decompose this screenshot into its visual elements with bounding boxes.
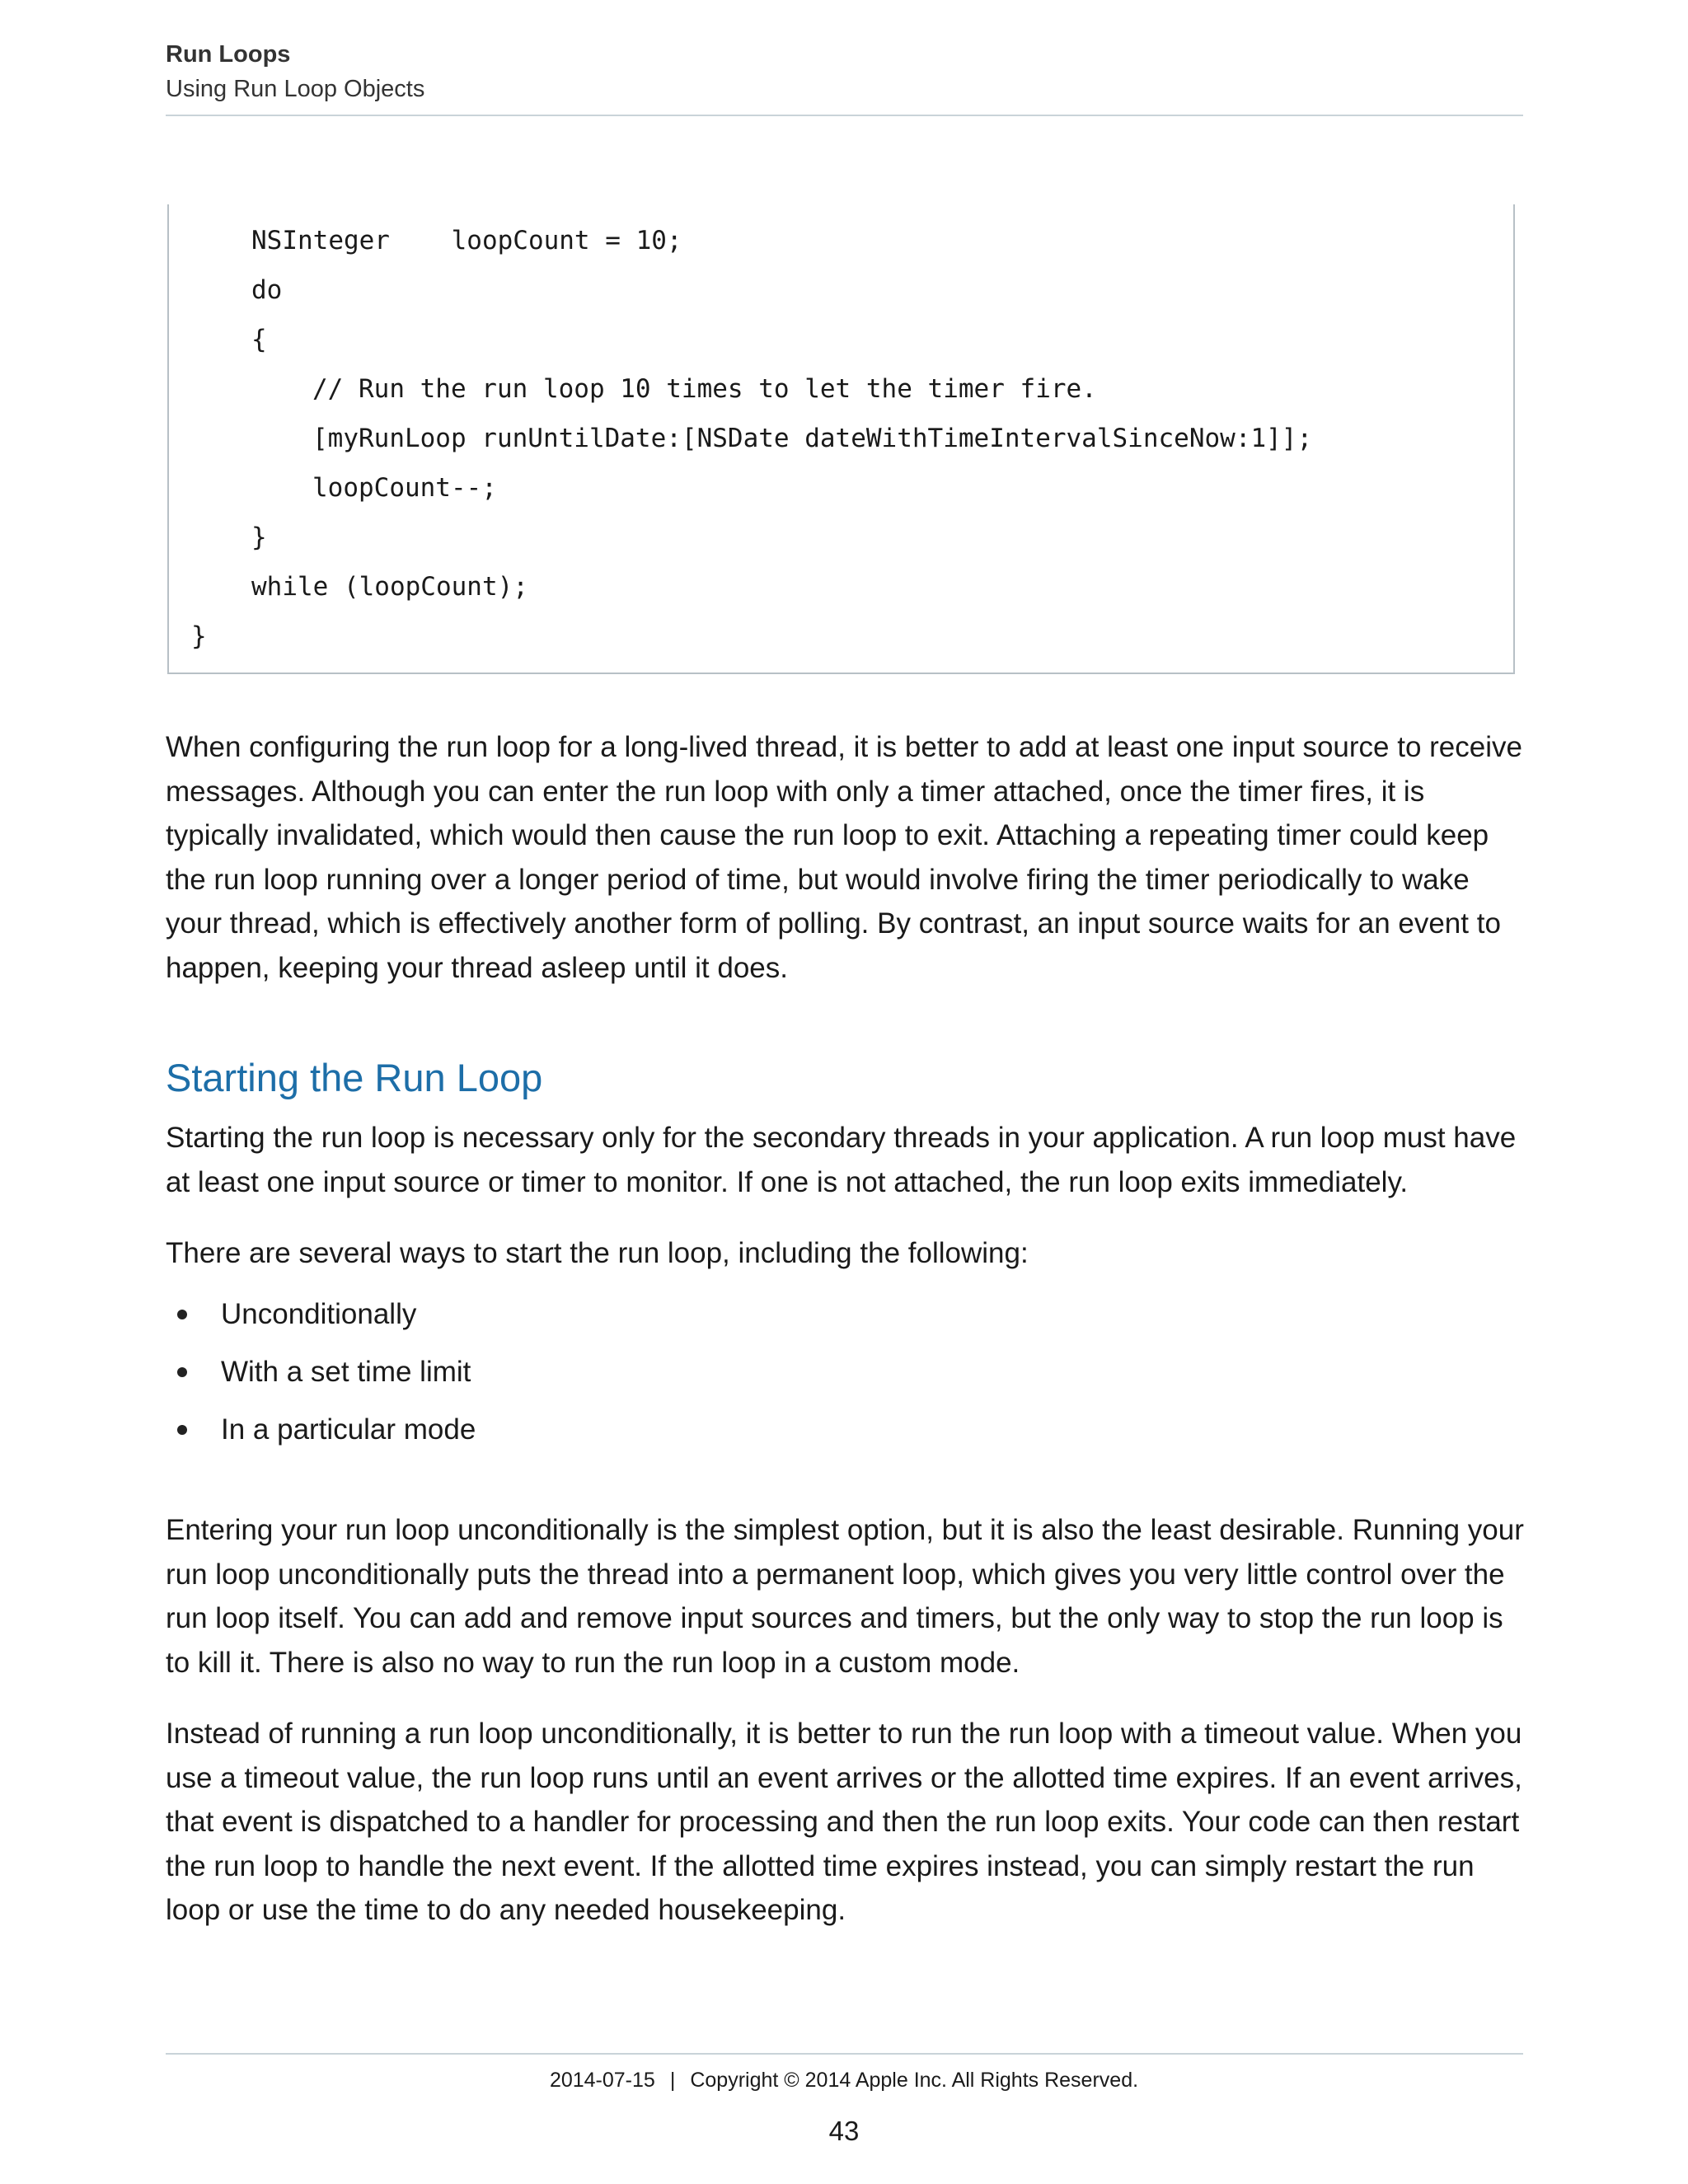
code-line: loopCount--;	[312, 473, 497, 503]
section-title: Using Run Loop Objects	[166, 76, 425, 102]
paragraph: Entering your run loop unconditionally is the simplest option, but it is also the least desirable. Running your run loop unconditionally puts the thread into a permanent loop, which gives you very little control over the run loop itself. You can add and remove input sources and timers, but the only way to stop the run loop is to kill it. There is also no way to run the run loop in a custom mode.	[166, 1514, 1524, 1679]
code-line: }	[191, 621, 207, 651]
code-listing	[167, 204, 1515, 674]
footer-date: 2014-07-15	[549, 2069, 655, 2092]
code-line: {	[251, 325, 267, 354]
list-item-text: In a particular mode	[221, 1413, 476, 1446]
header-divider	[166, 115, 1523, 116]
chapter-title: Run Loops	[166, 41, 291, 68]
section-heading: Starting the Run Loop	[166, 1056, 543, 1099]
bullet-icon	[177, 1367, 187, 1377]
page-footer	[0, 2065, 1688, 2095]
bullet-icon	[177, 1425, 187, 1435]
code-line: // Run the run loop 10 times to let the timer fire.	[312, 374, 1097, 404]
code-line: }	[251, 523, 267, 552]
code-line: while (loopCount);	[251, 572, 528, 602]
list-item-text: With a set time limit	[221, 1356, 471, 1388]
footer-copyright: Copyright © 2014 Apple Inc. All Rights Reserved.	[690, 2069, 1139, 2092]
bullet-icon	[177, 1310, 187, 1319]
page-number: 43	[828, 2116, 860, 2146]
footer-divider	[166, 2053, 1523, 2055]
code-line: do	[251, 275, 283, 305]
paragraph: Instead of running a run loop unconditionally, it is better to run the run loop with a timeout value. When you use a timeout value, the run loop runs until an event arrives or the allotted time expires. If an event arrives, that event is dispatched to a handler for processing and then the run loop exits. Your code can then restart the run loop to handle the next event. If the allotted time expires instead, you can simply restart the run loop or use the time to do any needed housekeeping.	[166, 1718, 1522, 1927]
footer-separator: |	[669, 2069, 676, 2092]
code-line: NSInteger loopCount = 10;	[251, 226, 682, 255]
paragraph: Starting the run loop is necessary only for the secondary threads in your application. A run loop must have at least one input source or timer to monitor. If one is not attached, the run loop exits immediately.	[166, 1122, 1517, 1198]
code-line: [myRunLoop runUntilDate:[NSDate dateWithTimeIntervalSinceNow:1]];	[312, 424, 1313, 453]
paragraph: There are several ways to start the run loop, including the following:	[166, 1237, 1029, 1269]
running-header	[166, 38, 1523, 105]
paragraph: When configuring the run loop for a long-lived thread, it is better to add at least one input source to receive messages. Although you can enter the run loop with only a timer attached, once the timer fires, it is typically invalidated, which would then cause the run loop to exit. Attaching a repeating timer could keep the run loop running over a longer period of time, but would involve firing the timer periodically to wake your thread, which is effectively another form of polling. By contrast, an input source waits for an event to happen, keeping your thread asleep until it does.	[166, 731, 1522, 984]
list-item-text: Unconditionally	[221, 1298, 417, 1330]
